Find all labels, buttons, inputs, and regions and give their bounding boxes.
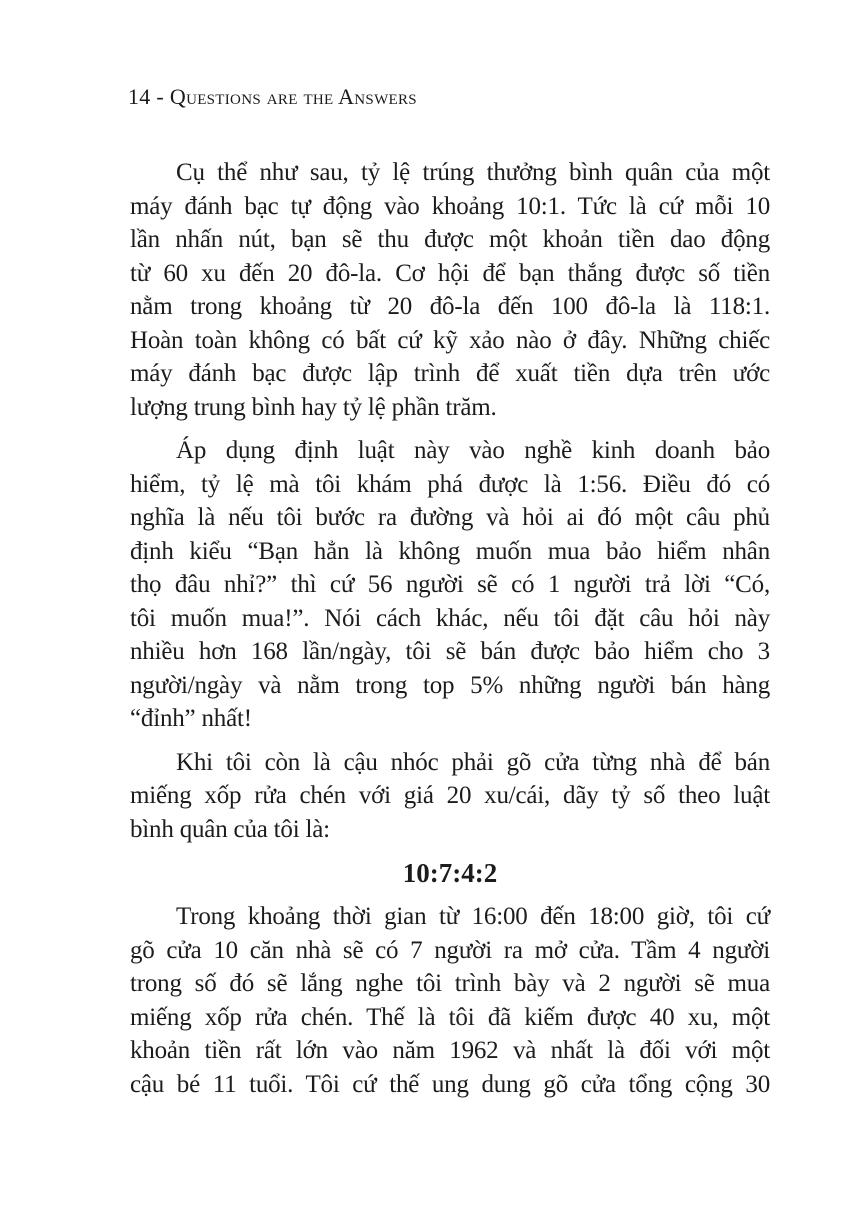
text-line: Trong khoảng thời gian từ 16:00 đến 18:00 giờ, tôi cứ <box>176 903 770 930</box>
text-line: người/ngày và nằm trong top 5% những người bán hàng <box>130 671 770 699</box>
text-line: lượng trung bình hay tỷ lệ phần trăm. <box>130 393 497 421</box>
text-line: miếng xốp rửa chén với giá 20 xu/cái, dãy tỷ số theo luật <box>130 782 770 809</box>
text-line: cậu bé 11 tuổi. Tôi cứ thế ung dung gõ cửa tổng cộng 30 <box>130 1070 770 1098</box>
page-number: 14 <box>128 84 151 109</box>
text-line: bình quân của tôi là: <box>130 815 330 843</box>
text-line: từ 60 xu đến 20 đô-la. Cơ hội để bạn thắng được số tiền <box>130 259 770 287</box>
ratio-heading: 10:7:4:2 <box>402 858 498 888</box>
text-line: tôi muốn mua!”. Nói cách khác, nếu tôi đặt câu hỏi này <box>130 604 770 632</box>
text-line: hiểm, tỷ lệ mà tôi khám phá được là 1:56. Điều đó có <box>130 470 770 498</box>
text-line: trong số đó sẽ lắng nghe tôi trình bày và 2 người sẽ mua <box>130 970 770 997</box>
paragraph-door-to-door <box>130 900 770 1101</box>
book-title: Questions are the Answers <box>169 84 417 109</box>
text-line: Khi tôi còn là cậu nhóc phải gõ cửa từng nhà để bán <box>176 748 770 776</box>
text-line: nghĩa là nếu tôi bước ra đường và hỏi ai đó một câu phủ <box>130 504 770 531</box>
text-line: Hoàn toàn không có bất cứ kỹ xảo nào ở đây. Những chiếc <box>130 326 770 354</box>
text-line: nằm trong khoảng từ 20 đô-la đến 100 đô-la là 118:1. <box>130 293 770 320</box>
paragraph-insurance <box>130 434 770 736</box>
paragraph-childhood <box>130 746 770 847</box>
paragraph-slot-machine <box>130 156 770 424</box>
text-line: miếng xốp rửa chén. Thế là tôi đã kiếm được 40 xu, một <box>130 1003 770 1031</box>
running-header <box>128 84 417 110</box>
text-line: Áp dụng định luật này vào nghề kinh doanh bảo <box>176 437 770 464</box>
text-line: máy đánh bạc được lập trình để xuất tiền dựa trên ước <box>130 360 770 387</box>
text-line: nhiều hơn 168 lần/ngày, tôi sẽ bán được bảo hiểm cho 3 <box>130 638 770 665</box>
text-line: máy đánh bạc tự động vào khoảng 10:1. Tức là cứ mỗi 10 <box>130 192 770 220</box>
header-separator: - <box>156 84 165 109</box>
text-line: định kiểu “Bạn hẳn là không muốn mua bảo hiểm nhân <box>130 537 770 565</box>
text-line: thọ đâu nhỉ?” thì cứ 56 người sẽ có 1 người trả lời “Có, <box>130 571 770 598</box>
page-body <box>130 156 770 1111</box>
text-line: khoản tiền rất lớn vào năm 1962 và nhất là đối với một <box>130 1037 770 1064</box>
text-line: “đỉnh” nhất! <box>130 705 252 732</box>
text-line: Cụ thể như sau, tỷ lệ trúng thưởng bình quân của một <box>176 159 770 186</box>
text-line: lần nhấn nút, bạn sẽ thu được một khoản tiền dao động <box>130 226 770 253</box>
text-line: gõ cửa 10 căn nhà sẽ có 7 người ra mở cửa. Tầm 4 người <box>130 936 770 964</box>
